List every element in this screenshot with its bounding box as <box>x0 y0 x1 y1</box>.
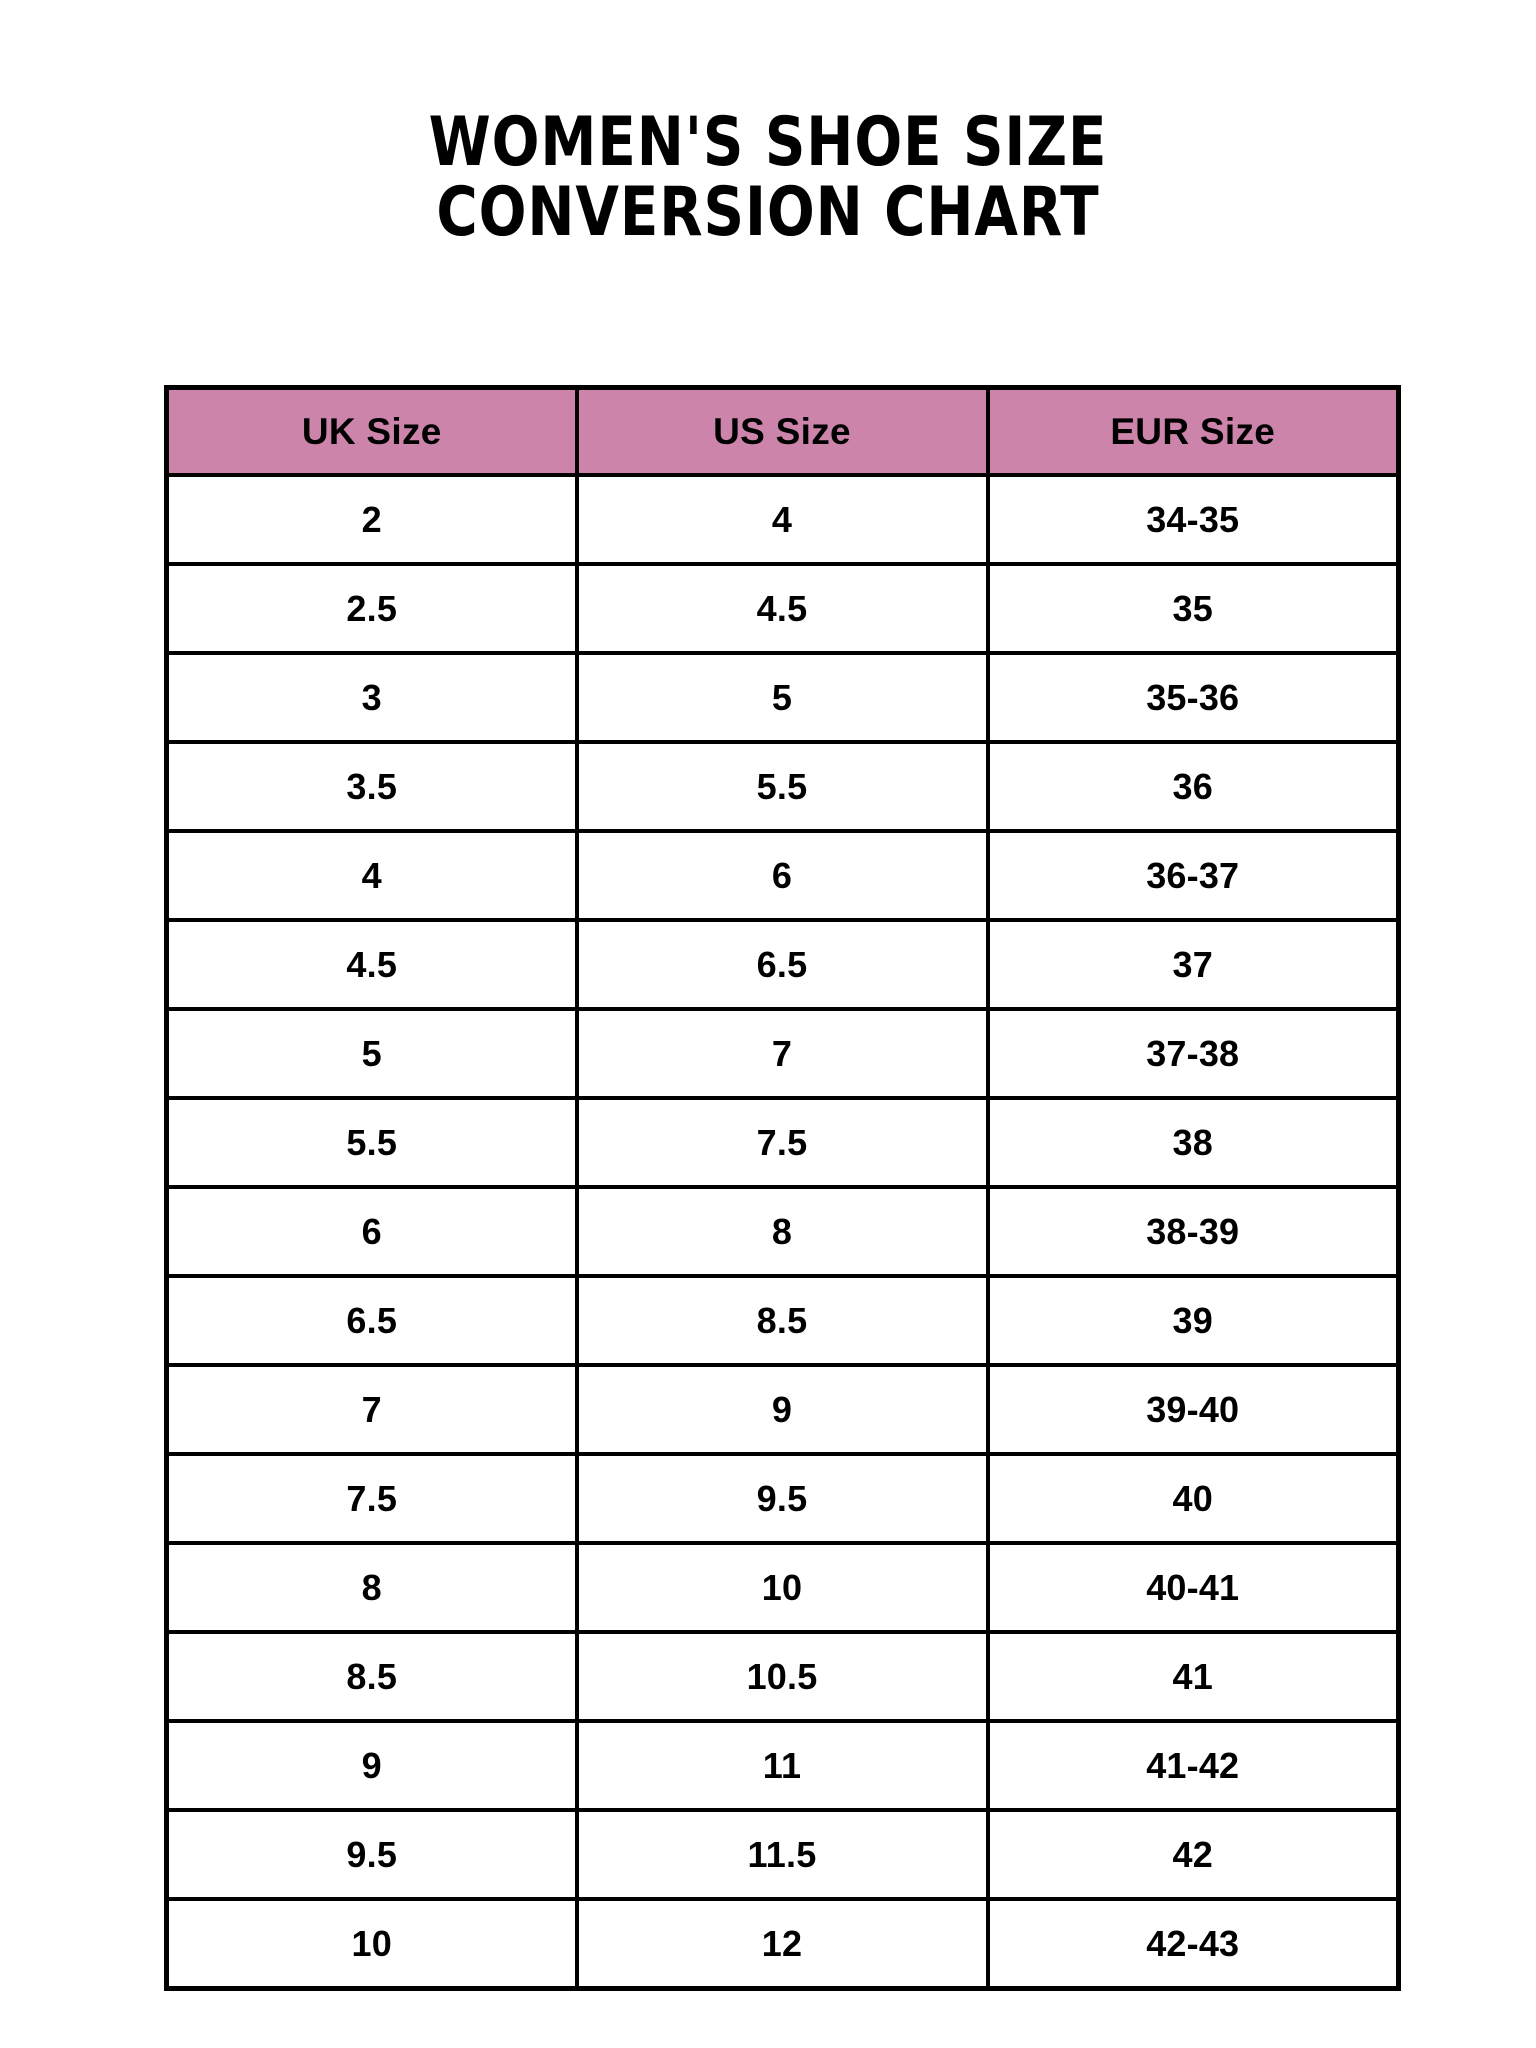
cell-uk-size: 4.5 <box>167 920 577 1009</box>
cell-eur-size: 37 <box>988 920 1399 1009</box>
table-row <box>167 1543 1399 1632</box>
cell-uk-size: 4 <box>167 831 577 920</box>
cell-us-size: 4 <box>577 475 988 564</box>
cell-us-size: 10.5 <box>577 1632 988 1721</box>
cell-us-size: 7.5 <box>577 1098 988 1187</box>
cell-us-size: 4.5 <box>577 564 988 653</box>
table-row <box>167 1632 1399 1721</box>
cell-uk-size: 6.5 <box>167 1276 577 1365</box>
cell-us-size: 11 <box>577 1721 988 1810</box>
cell-uk-size: 6 <box>167 1187 577 1276</box>
table-row <box>167 742 1399 831</box>
table-row <box>167 475 1399 564</box>
table-row <box>167 920 1399 1009</box>
column-header-uk-size: UK Size <box>167 388 577 476</box>
cell-uk-size: 8 <box>167 1543 577 1632</box>
cell-eur-size: 42-43 <box>988 1899 1399 1989</box>
table-row <box>167 831 1399 920</box>
cell-eur-size: 35-36 <box>988 653 1399 742</box>
cell-eur-size: 38-39 <box>988 1187 1399 1276</box>
cell-us-size: 8.5 <box>577 1276 988 1365</box>
table-row <box>167 1365 1399 1454</box>
cell-us-size: 8 <box>577 1187 988 1276</box>
cell-eur-size: 34-35 <box>988 475 1399 564</box>
table-row <box>167 653 1399 742</box>
cell-eur-size: 35 <box>988 564 1399 653</box>
table-header <box>167 388 1399 476</box>
cell-uk-size: 9 <box>167 1721 577 1810</box>
cell-eur-size: 36 <box>988 742 1399 831</box>
cell-eur-size: 41 <box>988 1632 1399 1721</box>
column-header-us-size: US Size <box>577 388 988 476</box>
table-row <box>167 1810 1399 1899</box>
size-table-container <box>164 385 1396 1991</box>
cell-us-size: 9 <box>577 1365 988 1454</box>
cell-us-size: 12 <box>577 1899 988 1989</box>
page-title <box>61 103 1474 253</box>
table-row <box>167 1276 1399 1365</box>
cell-us-size: 7 <box>577 1009 988 1098</box>
table-row <box>167 1187 1399 1276</box>
page-title-line-1: WOMEN'S SHOE SIZE <box>428 103 1108 182</box>
cell-uk-size: 5.5 <box>167 1098 577 1187</box>
table-row <box>167 1009 1399 1098</box>
cell-us-size: 10 <box>577 1543 988 1632</box>
cell-uk-size: 7 <box>167 1365 577 1454</box>
cell-uk-size: 3.5 <box>167 742 577 831</box>
table-row <box>167 1721 1399 1810</box>
table-row <box>167 1454 1399 1543</box>
shoe-size-conversion-table <box>164 385 1401 1991</box>
cell-us-size: 9.5 <box>577 1454 988 1543</box>
table-row <box>167 1098 1399 1187</box>
cell-uk-size: 8.5 <box>167 1632 577 1721</box>
table-row <box>167 1899 1399 1989</box>
cell-eur-size: 40-41 <box>988 1543 1399 1632</box>
cell-us-size: 6 <box>577 831 988 920</box>
cell-us-size: 5.5 <box>577 742 988 831</box>
cell-eur-size: 37-38 <box>988 1009 1399 1098</box>
cell-uk-size: 5 <box>167 1009 577 1098</box>
cell-eur-size: 39 <box>988 1276 1399 1365</box>
cell-uk-size: 7.5 <box>167 1454 577 1543</box>
cell-uk-size: 2 <box>167 475 577 564</box>
cell-uk-size: 9.5 <box>167 1810 577 1899</box>
cell-eur-size: 41-42 <box>988 1721 1399 1810</box>
cell-eur-size: 39-40 <box>988 1365 1399 1454</box>
cell-us-size: 11.5 <box>577 1810 988 1899</box>
page-title-line-2: CONVERSION CHART <box>436 173 1100 253</box>
cell-us-size: 6.5 <box>577 920 988 1009</box>
cell-eur-size: 38 <box>988 1098 1399 1187</box>
column-header-eur-size: EUR Size <box>988 388 1399 476</box>
cell-us-size: 5 <box>577 653 988 742</box>
cell-eur-size: 36-37 <box>988 831 1399 920</box>
cell-eur-size: 42 <box>988 1810 1399 1899</box>
cell-eur-size: 40 <box>988 1454 1399 1543</box>
cell-uk-size: 3 <box>167 653 577 742</box>
table-body <box>167 475 1399 1989</box>
table-row <box>167 564 1399 653</box>
cell-uk-size: 2.5 <box>167 564 577 653</box>
cell-uk-size: 10 <box>167 1899 577 1989</box>
table-header-row <box>167 388 1399 476</box>
